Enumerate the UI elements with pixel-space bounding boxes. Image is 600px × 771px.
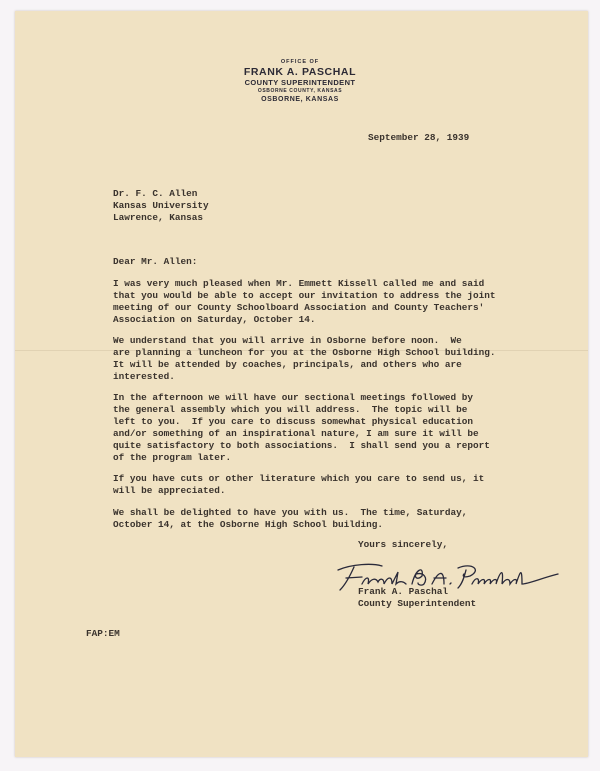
letter-date: September 28, 1939 bbox=[368, 132, 470, 143]
letterhead-title: COUNTY SUPERINTENDENT bbox=[244, 78, 356, 87]
recipient-line: Lawrence, Kansas bbox=[113, 212, 204, 223]
letterhead-county: OSBORNE COUNTY, KANSAS bbox=[257, 88, 343, 94]
recipient-line: Dr. F. C. Allen bbox=[113, 188, 198, 199]
paragraph: If you have cuts or other literature which you care to send us, it will be appreciated. bbox=[113, 473, 485, 497]
paragraph: We understand that you will arrive in Osborne before noon. We are planning a luncheon for you at the Osborne High School building. It will be attended by coaches, principals, and others who are interested. bbox=[113, 335, 496, 383]
paragraph: We shall be delighted to have you with us. The time, Saturday, October 14, at the Osborne High School building. bbox=[113, 507, 468, 531]
typist-initials: FAP:EM bbox=[86, 628, 120, 639]
signer-name: Frank A. Paschal bbox=[358, 586, 449, 597]
letterhead-city: OSBORNE, KANSAS bbox=[261, 96, 339, 103]
letterhead-name: FRANK A. PASCHAL bbox=[243, 66, 357, 78]
signer-title: County Superintendent bbox=[358, 598, 477, 609]
salutation: Dear Mr. Allen: bbox=[113, 256, 198, 267]
closing: Yours sincerely, bbox=[358, 539, 449, 550]
paragraph: I was very much pleased when Mr. Emmett Kissell called me and said that you would be able to accept our invitation to address the joint meeting of our County Schoolboard Association and County Teachers' Association on Saturday, October 14. bbox=[113, 278, 496, 326]
letter-paper bbox=[15, 11, 588, 757]
recipient-line: Kansas University bbox=[113, 200, 209, 211]
paragraph: In the afternoon we will have our sectional meetings followed by the general assembly which you will address. The topic will be left to you. If you care to discuss somewhat physical education and/or something of an inspirational nature, I am sure it will be quite satisfactory to both associations. I shall send you a report of the program later. bbox=[113, 392, 490, 464]
letterhead-office-of: OFFICE OF bbox=[280, 59, 320, 65]
